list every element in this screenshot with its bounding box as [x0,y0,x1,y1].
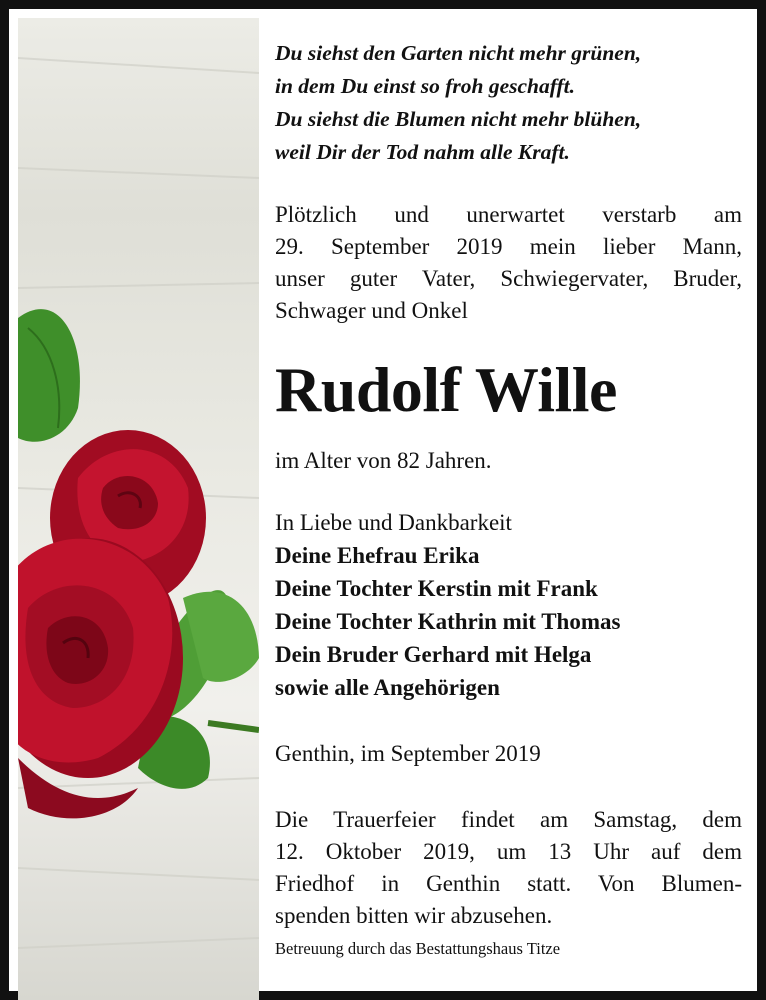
family-member: sowie alle Angehörigen [275,675,500,700]
announcement-line: Plötzlich und unerwartet verstarb am [275,202,742,227]
death-announcement [275,199,742,327]
thanks-line: In Liebe und Dankbarkeit [275,510,512,535]
red-roses-photo [18,18,259,1000]
ceremony-line: Die Trauerfeier findet am Samstag, dem [275,807,742,832]
family-member: Deine Ehefrau Erika [275,543,480,568]
family-member: Deine Tochter Kathrin mit Thomas [275,609,621,634]
ceremony-line: spenden bitten wir abzusehen. [275,903,553,928]
place-date: Genthin, im September 2019 [275,741,541,766]
family-member: Dein Bruder Gerhard mit Helga [275,642,592,667]
announcement-line: Schwager und Onkel [275,298,468,323]
ceremony-line: Friedhof in Genthin statt. Von Blumen- [275,871,742,896]
memorial-poem [275,37,742,169]
age-line: im Alter von 82 Jahren. [275,448,492,473]
announcement-line: 29. September 2019 mein lieber Mann, [275,234,742,259]
family-member: Deine Tochter Kerstin mit Frank [275,576,598,601]
announcement-line: unser guter Vater, Schwiegervater, Bruder, [275,266,742,291]
family-list [275,539,742,704]
poem-line: Du siehst die Blumen nicht mehr blühen, [275,107,642,131]
poem-line: Du siehst den Garten nicht mehr grünen, [275,41,642,65]
obituary-text [275,31,742,960]
poem-line: in dem Du einst so froh geschafft. [275,74,576,98]
ceremony-line: 12. Oktober 2019, um 13 Uhr auf dem [275,839,742,864]
ceremony-notice [275,804,742,932]
poem-line: weil Dir der Tod nahm alle Kraft. [275,140,570,164]
roses-illustration [18,18,259,1000]
deceased-name: Rudolf Wille [275,354,617,425]
funeral-home-note: Betreuung durch das Bestattungshaus Titze [275,939,561,958]
